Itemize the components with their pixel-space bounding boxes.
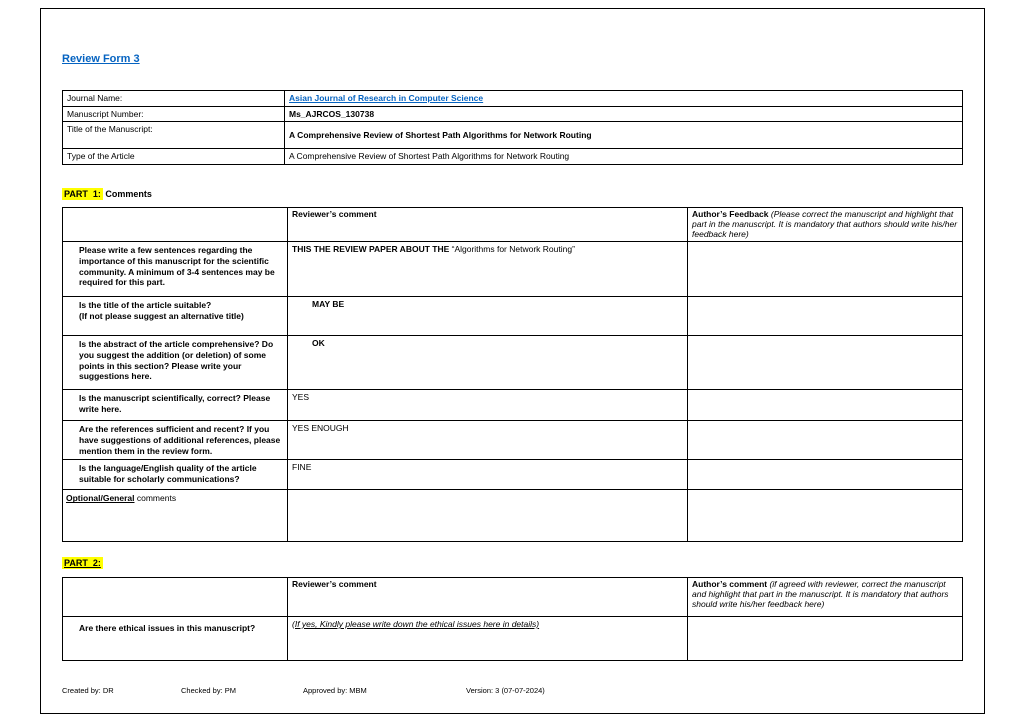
part2-reviewer-note: (If yes, Kindly please write down the ethical issues here in details) xyxy=(292,619,540,629)
part2-header-author-bold: Author’s comment xyxy=(692,579,770,589)
table-row xyxy=(63,617,963,661)
reviewer-comment-quote: “Algorithms for Network Routing” xyxy=(451,244,575,255)
table-row xyxy=(63,460,963,490)
part1-header-reviewer: Reviewer’s comment xyxy=(288,208,688,242)
footer-created-by: Created by: DR xyxy=(62,686,114,695)
part1-header-author xyxy=(688,208,963,242)
part1-header-blank xyxy=(63,208,288,242)
manuscript-number-label: Manuscript Number: xyxy=(63,106,285,122)
part1-author-feedback-scientific xyxy=(688,390,963,421)
table-row xyxy=(63,390,963,421)
manuscript-info-table xyxy=(62,90,963,165)
part2-header-author xyxy=(688,578,963,617)
part1-header-author-bold: Author’s Feedback xyxy=(692,209,771,219)
part1-heading xyxy=(62,189,152,199)
manuscript-number-value: Ms_AJRCOS_130738 xyxy=(285,106,963,122)
journal-name-link[interactable]: Asian Journal of Research in Computer Science xyxy=(289,93,484,103)
journal-name-label: Journal Name: xyxy=(63,91,285,107)
part1-author-feedback-importance xyxy=(688,242,963,297)
part1-author-feedback-optional xyxy=(688,490,963,542)
question-line-2: (If not please suggest an alternative title) xyxy=(79,310,244,321)
part2-header-author-italic: (if agreed with reviewer, correct the manuscript and highlight that part in the manuscript. It is mandatory that authors should write his/her feedback here) xyxy=(692,579,949,609)
part1-reviewer-comment-scientific: YES xyxy=(288,390,688,421)
part1-author-feedback-abstract xyxy=(688,336,963,390)
part1-author-feedback-title xyxy=(688,297,963,336)
reviewer-comment-bold: THIS THE REVIEW PAPER ABOUT THE xyxy=(292,244,452,255)
part1-reviewer-comment-language: FINE xyxy=(288,460,688,490)
part1-heading-highlight: PART 1: xyxy=(64,189,101,199)
part1-question-abstract: Is the abstract of the article comprehensive? Do you suggest the addition (or deletion) of some points in this section? Please write your suggestions here. xyxy=(63,336,288,390)
part2-heading-highlight: PART 2: xyxy=(64,558,101,568)
part2-table xyxy=(62,577,963,661)
footer-checked-by: Checked by: PM xyxy=(181,686,237,695)
part1-question-scientific: Is the manuscript scientifically, correct? Please write here. xyxy=(63,390,288,421)
table-row xyxy=(63,242,963,297)
part1-optional-general-cell xyxy=(63,490,288,542)
table-row xyxy=(63,336,963,390)
reviewer-comment: MAY BE xyxy=(312,299,345,310)
question-line-1: Is the title of the article suitable? xyxy=(79,300,212,311)
part1-heading-rest: Comments xyxy=(102,189,152,199)
part1-author-feedback-references xyxy=(688,421,963,460)
manuscript-title-label: Title of the Manuscript: xyxy=(63,122,285,149)
part2-heading xyxy=(62,558,103,568)
optional-general-bold: Optional/General xyxy=(66,493,135,504)
footer xyxy=(0,686,1024,700)
part1-reviewer-comment-optional xyxy=(288,490,688,542)
part1-question-title xyxy=(63,297,288,336)
part1-reviewer-comment-abstract xyxy=(288,336,688,390)
optional-general-rest: comments xyxy=(134,493,177,504)
table-row xyxy=(63,297,963,336)
article-type-value: A Comprehensive Review of Shortest Path Algorithms for Network Routing xyxy=(285,149,963,165)
part1-reviewer-comment-references: YES ENOUGH xyxy=(288,421,688,460)
part1-question-language: Is the language/English quality of the article suitable for scholarly communications? xyxy=(63,460,288,490)
part2-question-ethics: Are there ethical issues in this manuscript? xyxy=(63,617,288,661)
manuscript-title-value: A Comprehensive Review of Shortest Path Algorithms for Network Routing xyxy=(285,122,963,149)
article-type-label: Type of the Article xyxy=(63,149,285,165)
part1-author-feedback-language xyxy=(688,460,963,490)
part1-reviewer-comment-importance xyxy=(288,242,688,297)
footer-approved-by: Approved by: MBM xyxy=(303,686,367,695)
table-row xyxy=(63,421,963,460)
part2-header-reviewer: Reviewer’s comment xyxy=(288,578,688,617)
part2-author-comment-cell xyxy=(688,617,963,661)
table-row xyxy=(63,490,963,542)
journal-name-cell xyxy=(285,91,963,107)
footer-version: Version: 3 (07-07-2024) xyxy=(466,686,545,695)
part1-question-importance: Please write a few sentences regarding the importance of this manuscript for the scientific community. A minimum of 3-4 sentences may be required for this part. xyxy=(63,242,288,297)
part1-question-references: Are the references sufficient and recent? If you have suggestions of additional references, please mention them in the review form. xyxy=(63,421,288,460)
part2-header-blank xyxy=(63,578,288,617)
part1-reviewer-comment-title xyxy=(288,297,688,336)
page-title: Review Form 3 xyxy=(62,53,140,65)
part2-reviewer-note-cell xyxy=(288,617,688,661)
part1-header-author-italic: (Please correct the manuscript and highlight that part in the manuscript. It is mandatory that authors should write his/her feedback here) xyxy=(692,209,958,239)
part1-comments-table xyxy=(62,207,963,542)
reviewer-comment: OK xyxy=(312,338,325,349)
